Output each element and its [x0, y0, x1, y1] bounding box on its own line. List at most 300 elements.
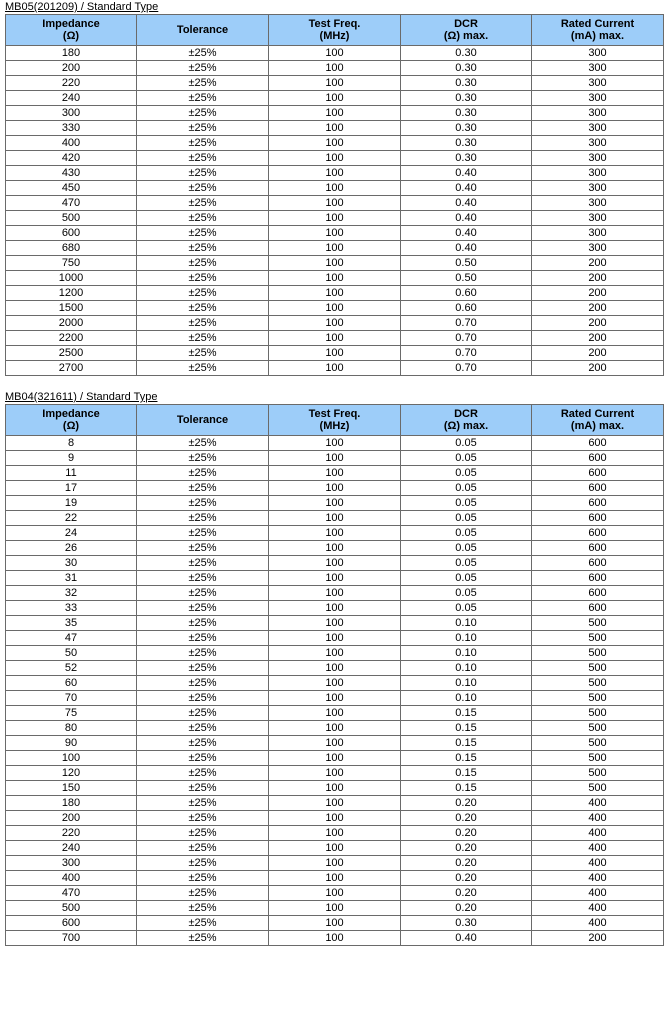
cell-rated-current: 300: [532, 91, 664, 106]
cell-rated-current: 500: [532, 616, 664, 631]
cell-test-freq: 100: [269, 226, 401, 241]
cell-rated-current: 500: [532, 676, 664, 691]
cell-impedance: 470: [6, 886, 137, 901]
cell-dcr: 0.30: [401, 61, 532, 76]
table-header-row: [6, 15, 664, 46]
cell-dcr: 0.20: [401, 826, 532, 841]
cell-tolerance: ±25%: [137, 121, 269, 136]
cell-impedance: 220: [6, 76, 137, 91]
cell-rated-current: 600: [532, 571, 664, 586]
cell-dcr: 0.30: [401, 151, 532, 166]
table-row: [6, 796, 664, 811]
cell-tolerance: ±25%: [137, 211, 269, 226]
cell-dcr: 0.10: [401, 661, 532, 676]
cell-test-freq: 100: [269, 466, 401, 481]
cell-rated-current: 400: [532, 871, 664, 886]
cell-impedance: 300: [6, 106, 137, 121]
cell-tolerance: ±25%: [137, 631, 269, 646]
cell-tolerance: ±25%: [137, 361, 269, 376]
table-row: [6, 901, 664, 916]
cell-impedance: 300: [6, 856, 137, 871]
cell-tolerance: ±25%: [137, 61, 269, 76]
cell-impedance: 22: [6, 511, 137, 526]
cell-test-freq: 100: [269, 916, 401, 931]
cell-impedance: 52: [6, 661, 137, 676]
cell-impedance: 180: [6, 796, 137, 811]
cell-dcr: 0.30: [401, 136, 532, 151]
col-header-test-freq: Test Freq. (MHz): [269, 15, 401, 46]
table-row: [6, 616, 664, 631]
cell-rated-current: 200: [532, 361, 664, 376]
cell-dcr: 0.05: [401, 541, 532, 556]
cell-rated-current: 500: [532, 781, 664, 796]
cell-test-freq: 100: [269, 241, 401, 256]
table-row: [6, 631, 664, 646]
table-row: [6, 61, 664, 76]
cell-impedance: 600: [6, 226, 137, 241]
cell-tolerance: ±25%: [137, 226, 269, 241]
table-row: [6, 361, 664, 376]
cell-rated-current: 500: [532, 691, 664, 706]
cell-dcr: 0.70: [401, 346, 532, 361]
cell-rated-current: 400: [532, 796, 664, 811]
cell-tolerance: ±25%: [137, 841, 269, 856]
table-row: [6, 676, 664, 691]
table-row: [6, 556, 664, 571]
cell-dcr: 0.15: [401, 766, 532, 781]
cell-impedance: 90: [6, 736, 137, 751]
cell-test-freq: 100: [269, 721, 401, 736]
cell-test-freq: 100: [269, 361, 401, 376]
cell-impedance: 80: [6, 721, 137, 736]
cell-impedance: 750: [6, 256, 137, 271]
table-row: [6, 841, 664, 856]
col-header-rated-current: Rated Current (mA) max.: [532, 405, 664, 436]
cell-tolerance: ±25%: [137, 511, 269, 526]
cell-test-freq: 100: [269, 91, 401, 106]
cell-test-freq: 100: [269, 841, 401, 856]
table-row: [6, 106, 664, 121]
cell-dcr: 0.40: [401, 211, 532, 226]
cell-impedance: 50: [6, 646, 137, 661]
cell-tolerance: ±25%: [137, 271, 269, 286]
cell-rated-current: 300: [532, 241, 664, 256]
cell-dcr: 0.50: [401, 271, 532, 286]
cell-impedance: 1200: [6, 286, 137, 301]
cell-test-freq: 100: [269, 556, 401, 571]
cell-test-freq: 100: [269, 901, 401, 916]
cell-test-freq: 100: [269, 526, 401, 541]
table-body-mb04: [6, 436, 664, 946]
cell-impedance: 240: [6, 841, 137, 856]
cell-rated-current: 300: [532, 136, 664, 151]
table-row: [6, 826, 664, 841]
cell-tolerance: ±25%: [137, 646, 269, 661]
cell-test-freq: 100: [269, 76, 401, 91]
cell-tolerance: ±25%: [137, 916, 269, 931]
cell-test-freq: 100: [269, 436, 401, 451]
cell-test-freq: 100: [269, 661, 401, 676]
table-row: [6, 721, 664, 736]
cell-tolerance: ±25%: [137, 751, 269, 766]
cell-dcr: 0.40: [401, 931, 532, 946]
cell-dcr: 0.05: [401, 586, 532, 601]
cell-test-freq: 100: [269, 931, 401, 946]
cell-impedance: 420: [6, 151, 137, 166]
cell-rated-current: 300: [532, 121, 664, 136]
cell-dcr: 0.40: [401, 196, 532, 211]
cell-tolerance: ±25%: [137, 706, 269, 721]
cell-test-freq: 100: [269, 736, 401, 751]
cell-dcr: 0.15: [401, 721, 532, 736]
cell-rated-current: 200: [532, 286, 664, 301]
cell-impedance: 200: [6, 811, 137, 826]
cell-dcr: 0.10: [401, 676, 532, 691]
cell-rated-current: 300: [532, 211, 664, 226]
cell-rated-current: 200: [532, 256, 664, 271]
cell-tolerance: ±25%: [137, 736, 269, 751]
table-row: [6, 706, 664, 721]
cell-rated-current: 300: [532, 196, 664, 211]
cell-test-freq: 100: [269, 511, 401, 526]
cell-dcr: 0.05: [401, 496, 532, 511]
cell-tolerance: ±25%: [137, 166, 269, 181]
cell-rated-current: 500: [532, 631, 664, 646]
cell-dcr: 0.05: [401, 526, 532, 541]
cell-dcr: 0.20: [401, 886, 532, 901]
cell-rated-current: 200: [532, 346, 664, 361]
cell-test-freq: 100: [269, 766, 401, 781]
table-row: [6, 301, 664, 316]
cell-impedance: 24: [6, 526, 137, 541]
table-row: [6, 316, 664, 331]
cell-rated-current: 400: [532, 856, 664, 871]
cell-rated-current: 300: [532, 61, 664, 76]
cell-tolerance: ±25%: [137, 856, 269, 871]
cell-dcr: 0.20: [401, 796, 532, 811]
cell-impedance: 8: [6, 436, 137, 451]
cell-impedance: 400: [6, 871, 137, 886]
cell-tolerance: ±25%: [137, 691, 269, 706]
table-row: [6, 526, 664, 541]
cell-tolerance: ±25%: [137, 181, 269, 196]
cell-rated-current: 600: [532, 601, 664, 616]
col-header-tolerance: Tolerance: [137, 405, 269, 436]
cell-rated-current: 300: [532, 226, 664, 241]
cell-rated-current: 300: [532, 181, 664, 196]
cell-dcr: 0.10: [401, 691, 532, 706]
cell-dcr: 0.30: [401, 76, 532, 91]
cell-dcr: 0.70: [401, 361, 532, 376]
table-row: [6, 136, 664, 151]
cell-rated-current: 300: [532, 106, 664, 121]
cell-dcr: 0.15: [401, 706, 532, 721]
col-header-rated-current: Rated Current (mA) max.: [532, 15, 664, 46]
cell-dcr: 0.40: [401, 241, 532, 256]
cell-tolerance: ±25%: [137, 766, 269, 781]
cell-dcr: 0.15: [401, 736, 532, 751]
cell-test-freq: 100: [269, 301, 401, 316]
table-title-mb05: MB05(201209) / Standard Type: [5, 1, 159, 13]
table-row: [6, 541, 664, 556]
cell-rated-current: 500: [532, 646, 664, 661]
table-row: [6, 331, 664, 346]
table-row: [6, 856, 664, 871]
section-mb04: [5, 391, 663, 946]
table-row: [6, 601, 664, 616]
cell-rated-current: 200: [532, 316, 664, 331]
cell-tolerance: ±25%: [137, 106, 269, 121]
table-row: [6, 481, 664, 496]
col-header-impedance: Impedance (Ω): [6, 405, 137, 436]
cell-dcr: 0.30: [401, 916, 532, 931]
table-row: [6, 256, 664, 271]
col-header-dcr: DCR (Ω) max.: [401, 15, 532, 46]
cell-dcr: 0.20: [401, 901, 532, 916]
cell-impedance: 500: [6, 211, 137, 226]
cell-tolerance: ±25%: [137, 196, 269, 211]
cell-rated-current: 300: [532, 151, 664, 166]
cell-impedance: 330: [6, 121, 137, 136]
cell-dcr: 0.10: [401, 646, 532, 661]
cell-rated-current: 600: [532, 526, 664, 541]
cell-dcr: 0.05: [401, 466, 532, 481]
cell-dcr: 0.05: [401, 451, 532, 466]
cell-test-freq: 100: [269, 631, 401, 646]
table-row: [6, 766, 664, 781]
col-header-dcr: DCR (Ω) max.: [401, 405, 532, 436]
cell-tolerance: ±25%: [137, 451, 269, 466]
cell-impedance: 200: [6, 61, 137, 76]
table-row: [6, 46, 664, 61]
table-row: [6, 781, 664, 796]
cell-tolerance: ±25%: [137, 616, 269, 631]
cell-rated-current: 600: [532, 451, 664, 466]
table-row: [6, 571, 664, 586]
table-row: [6, 76, 664, 91]
cell-rated-current: 500: [532, 661, 664, 676]
cell-impedance: 220: [6, 826, 137, 841]
cell-impedance: 9: [6, 451, 137, 466]
cell-test-freq: 100: [269, 586, 401, 601]
cell-rated-current: 600: [532, 436, 664, 451]
table-row: [6, 436, 664, 451]
table-row: [6, 661, 664, 676]
cell-impedance: 470: [6, 196, 137, 211]
cell-dcr: 0.40: [401, 226, 532, 241]
cell-impedance: 1500: [6, 301, 137, 316]
table-row: [6, 886, 664, 901]
cell-impedance: 19: [6, 496, 137, 511]
cell-test-freq: 100: [269, 151, 401, 166]
cell-test-freq: 100: [269, 571, 401, 586]
cell-test-freq: 100: [269, 886, 401, 901]
cell-tolerance: ±25%: [137, 346, 269, 361]
cell-test-freq: 100: [269, 286, 401, 301]
cell-rated-current: 400: [532, 886, 664, 901]
cell-test-freq: 100: [269, 601, 401, 616]
cell-tolerance: ±25%: [137, 661, 269, 676]
cell-dcr: 0.30: [401, 106, 532, 121]
cell-rated-current: 200: [532, 271, 664, 286]
cell-test-freq: 100: [269, 271, 401, 286]
cell-dcr: 0.05: [401, 436, 532, 451]
table-row: [6, 166, 664, 181]
cell-test-freq: 100: [269, 496, 401, 511]
cell-impedance: 450: [6, 181, 137, 196]
cell-tolerance: ±25%: [137, 781, 269, 796]
cell-dcr: 0.40: [401, 166, 532, 181]
cell-tolerance: ±25%: [137, 796, 269, 811]
cell-rated-current: 600: [532, 586, 664, 601]
cell-dcr: 0.70: [401, 316, 532, 331]
cell-test-freq: 100: [269, 826, 401, 841]
cell-test-freq: 100: [269, 811, 401, 826]
cell-test-freq: 100: [269, 856, 401, 871]
cell-dcr: 0.30: [401, 91, 532, 106]
table-row: [6, 121, 664, 136]
cell-test-freq: 100: [269, 751, 401, 766]
table-row: [6, 586, 664, 601]
cell-test-freq: 100: [269, 181, 401, 196]
cell-impedance: 2500: [6, 346, 137, 361]
cell-impedance: 70: [6, 691, 137, 706]
cell-tolerance: ±25%: [137, 676, 269, 691]
table-row: [6, 496, 664, 511]
cell-tolerance: ±25%: [137, 76, 269, 91]
cell-tolerance: ±25%: [137, 496, 269, 511]
table-body-mb05: [6, 46, 664, 376]
cell-impedance: 700: [6, 931, 137, 946]
cell-rated-current: 500: [532, 766, 664, 781]
cell-test-freq: 100: [269, 136, 401, 151]
cell-tolerance: ±25%: [137, 556, 269, 571]
table-row: [6, 211, 664, 226]
cell-dcr: 0.20: [401, 871, 532, 886]
cell-impedance: 150: [6, 781, 137, 796]
cell-dcr: 0.05: [401, 601, 532, 616]
table-title-mb04: MB04(321611) / Standard Type: [5, 391, 158, 403]
cell-dcr: 0.15: [401, 781, 532, 796]
cell-impedance: 400: [6, 136, 137, 151]
table-row: [6, 91, 664, 106]
cell-rated-current: 300: [532, 166, 664, 181]
table-row: [6, 811, 664, 826]
cell-test-freq: 100: [269, 106, 401, 121]
cell-dcr: 0.05: [401, 571, 532, 586]
table-row: [6, 751, 664, 766]
cell-test-freq: 100: [269, 331, 401, 346]
cell-test-freq: 100: [269, 796, 401, 811]
cell-rated-current: 500: [532, 736, 664, 751]
cell-dcr: 0.15: [401, 751, 532, 766]
cell-rated-current: 400: [532, 916, 664, 931]
cell-impedance: 2700: [6, 361, 137, 376]
cell-tolerance: ±25%: [137, 436, 269, 451]
cell-test-freq: 100: [269, 706, 401, 721]
cell-rated-current: 400: [532, 826, 664, 841]
table-row: [6, 346, 664, 361]
cell-impedance: 35: [6, 616, 137, 631]
cell-test-freq: 100: [269, 316, 401, 331]
cell-impedance: 2000: [6, 316, 137, 331]
cell-dcr: 0.20: [401, 856, 532, 871]
cell-dcr: 0.40: [401, 181, 532, 196]
spec-table-mb05: [5, 14, 664, 376]
cell-tolerance: ±25%: [137, 541, 269, 556]
cell-impedance: 32: [6, 586, 137, 601]
cell-impedance: 1000: [6, 271, 137, 286]
cell-tolerance: ±25%: [137, 241, 269, 256]
table-row: [6, 511, 664, 526]
cell-rated-current: 200: [532, 931, 664, 946]
cell-impedance: 60: [6, 676, 137, 691]
cell-test-freq: 100: [269, 121, 401, 136]
cell-test-freq: 100: [269, 691, 401, 706]
cell-impedance: 240: [6, 91, 137, 106]
cell-test-freq: 100: [269, 256, 401, 271]
cell-tolerance: ±25%: [137, 481, 269, 496]
cell-impedance: 680: [6, 241, 137, 256]
cell-impedance: 180: [6, 46, 137, 61]
cell-dcr: 0.10: [401, 616, 532, 631]
cell-rated-current: 500: [532, 751, 664, 766]
cell-test-freq: 100: [269, 676, 401, 691]
table-row: [6, 196, 664, 211]
cell-tolerance: ±25%: [137, 301, 269, 316]
cell-tolerance: ±25%: [137, 286, 269, 301]
table-row: [6, 271, 664, 286]
table-row: [6, 871, 664, 886]
cell-impedance: 120: [6, 766, 137, 781]
cell-rated-current: 200: [532, 331, 664, 346]
cell-tolerance: ±25%: [137, 136, 269, 151]
table-row: [6, 691, 664, 706]
cell-tolerance: ±25%: [137, 151, 269, 166]
cell-dcr: 0.10: [401, 631, 532, 646]
table-row: [6, 181, 664, 196]
cell-test-freq: 100: [269, 781, 401, 796]
cell-test-freq: 100: [269, 61, 401, 76]
cell-rated-current: 500: [532, 706, 664, 721]
cell-test-freq: 100: [269, 871, 401, 886]
cell-dcr: 0.05: [401, 511, 532, 526]
table-row: [6, 646, 664, 661]
cell-dcr: 0.20: [401, 811, 532, 826]
cell-test-freq: 100: [269, 46, 401, 61]
cell-tolerance: ±25%: [137, 526, 269, 541]
cell-tolerance: ±25%: [137, 466, 269, 481]
cell-impedance: 31: [6, 571, 137, 586]
cell-test-freq: 100: [269, 616, 401, 631]
cell-impedance: 600: [6, 916, 137, 931]
cell-tolerance: ±25%: [137, 826, 269, 841]
cell-rated-current: 600: [532, 466, 664, 481]
cell-rated-current: 600: [532, 511, 664, 526]
cell-rated-current: 600: [532, 496, 664, 511]
cell-impedance: 430: [6, 166, 137, 181]
cell-test-freq: 100: [269, 481, 401, 496]
cell-tolerance: ±25%: [137, 256, 269, 271]
cell-rated-current: 200: [532, 301, 664, 316]
cell-rated-current: 400: [532, 901, 664, 916]
cell-tolerance: ±25%: [137, 871, 269, 886]
cell-tolerance: ±25%: [137, 931, 269, 946]
cell-tolerance: ±25%: [137, 316, 269, 331]
table-row: [6, 736, 664, 751]
cell-test-freq: 100: [269, 646, 401, 661]
cell-rated-current: 300: [532, 46, 664, 61]
